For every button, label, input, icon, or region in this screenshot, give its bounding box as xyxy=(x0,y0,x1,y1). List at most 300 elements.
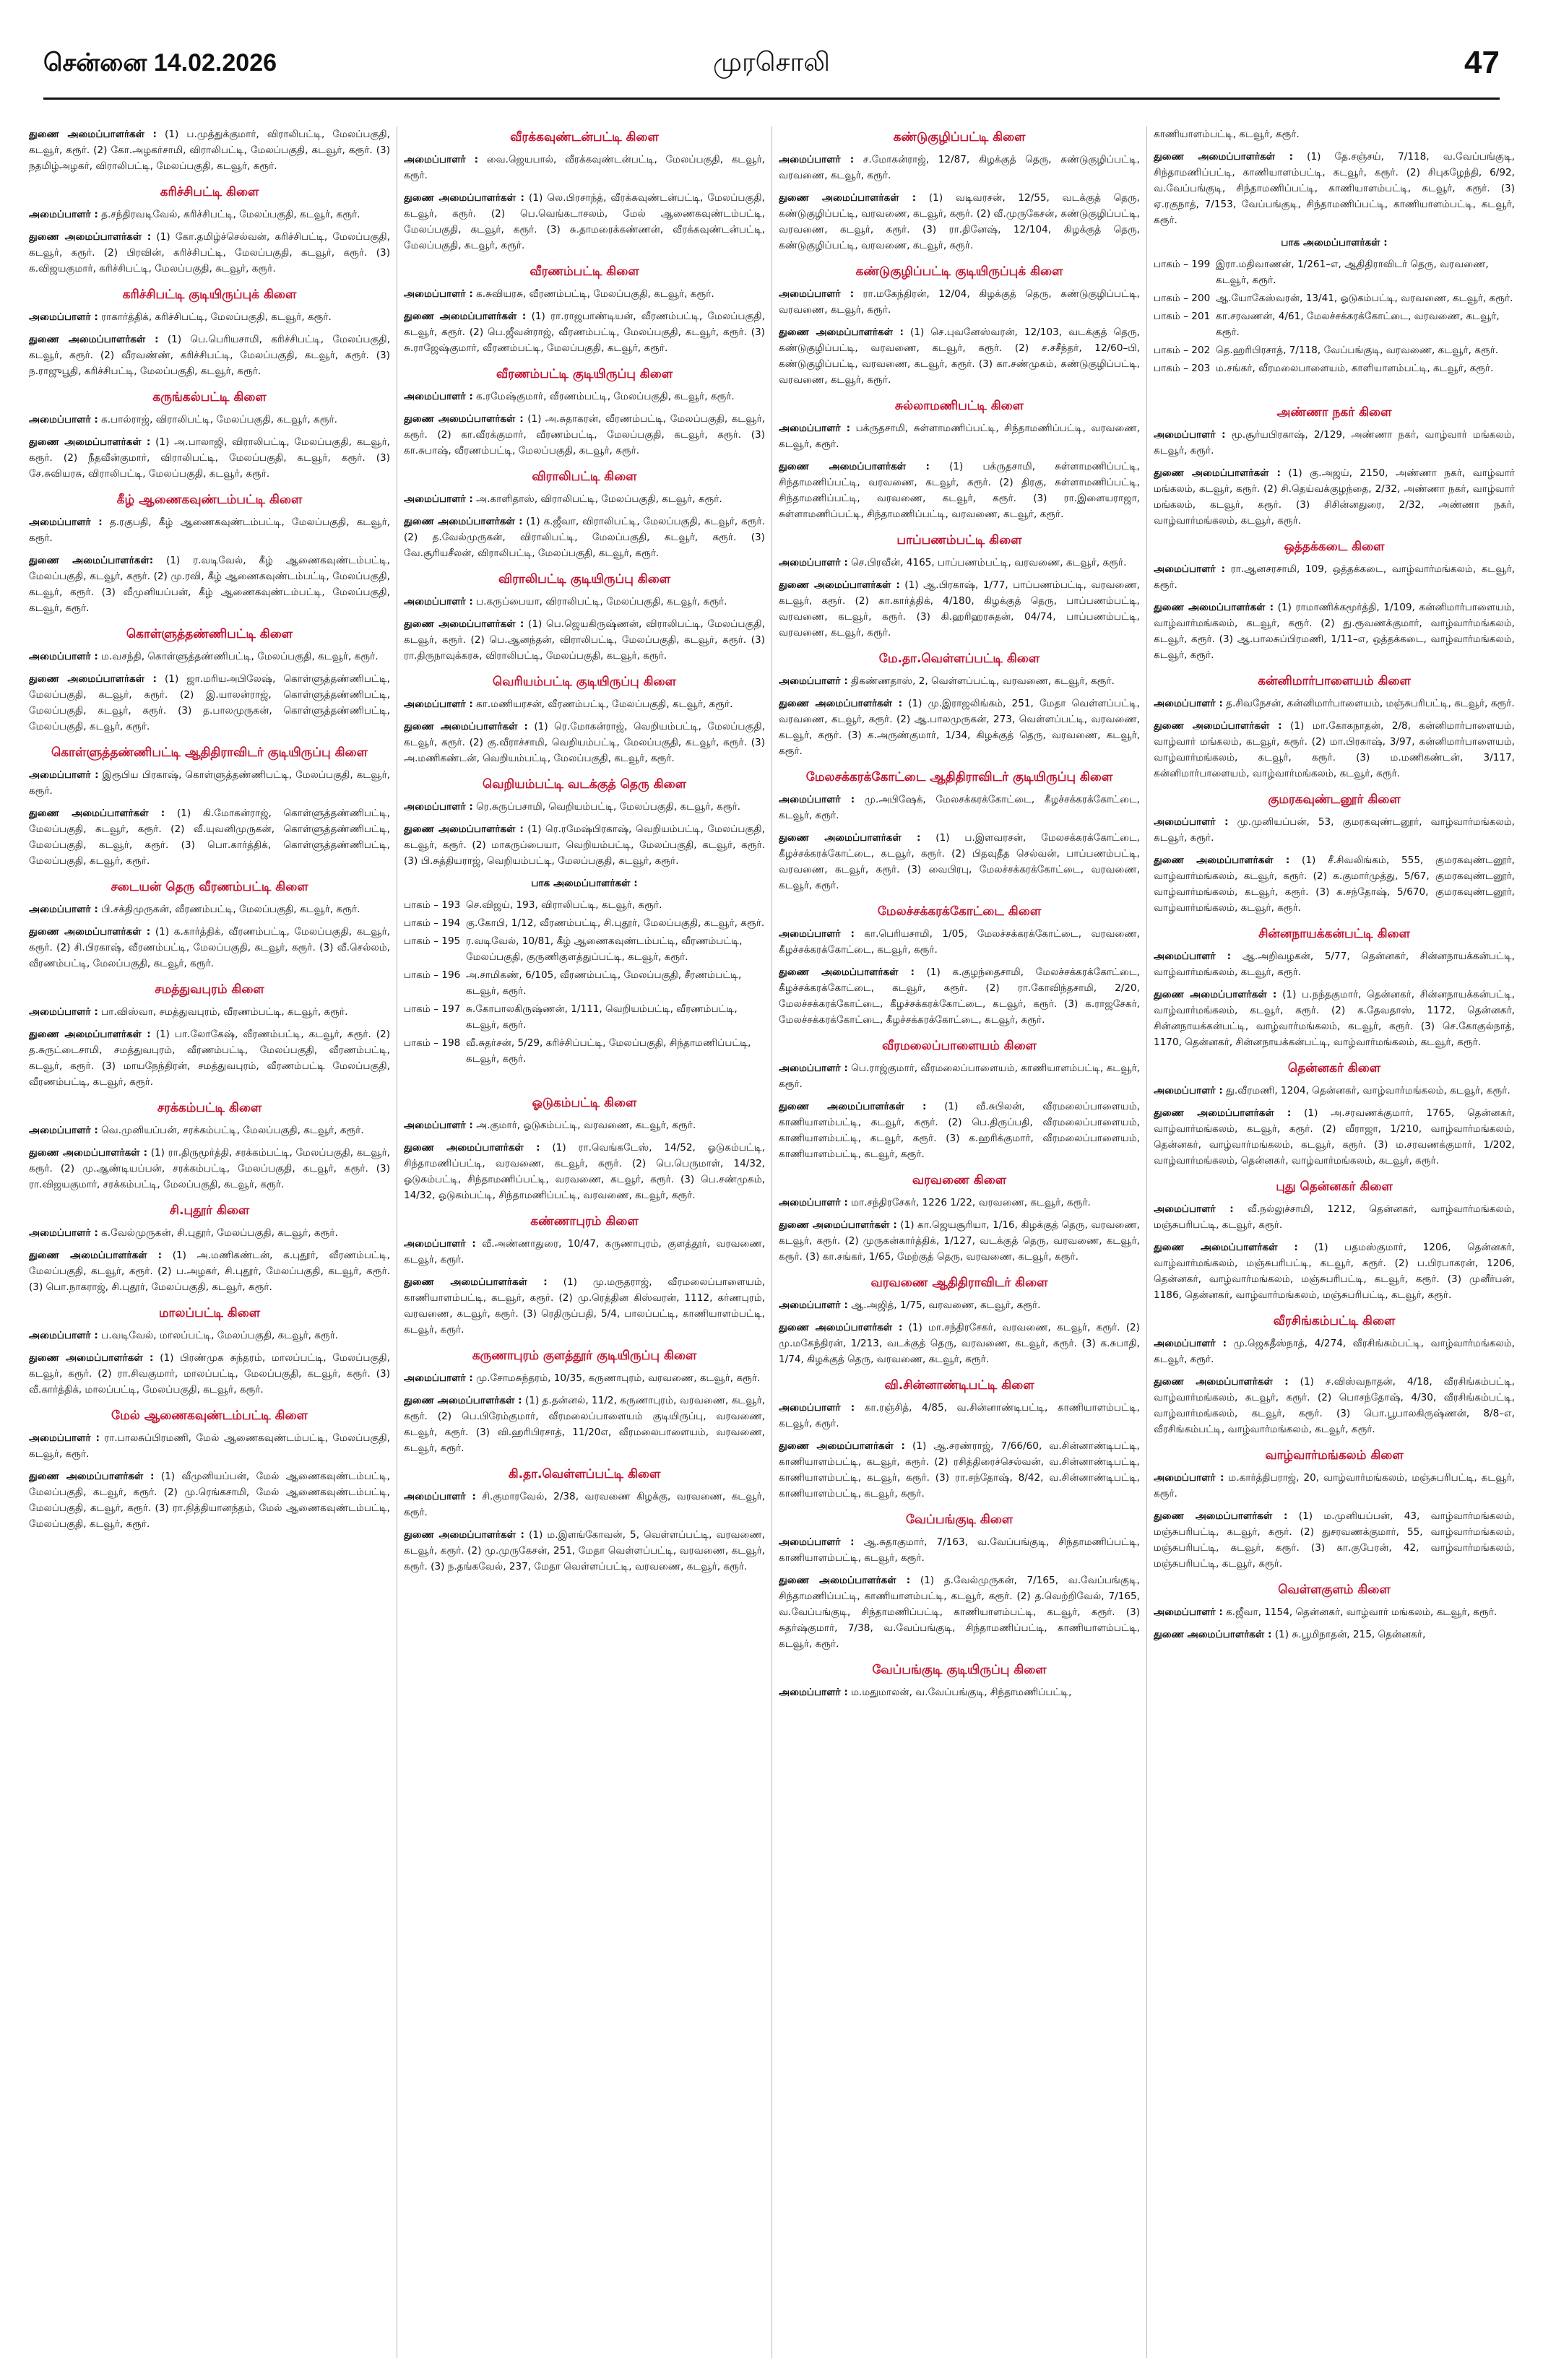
ward-member: அ.சாமிகண், 6/105, வீரணம்பட்டி, மேலப்பகுதி, சீரணம்பட்டி, கடவூர், கரூர். xyxy=(466,969,742,998)
ward-row xyxy=(1154,308,1515,340)
member-entry xyxy=(29,767,390,799)
role-label: அமைப்பாளர் : xyxy=(779,287,854,300)
role-label: அமைப்பாளர் : xyxy=(29,1006,98,1018)
ward-row xyxy=(404,933,765,965)
member-names: அ.குமார், ஓடுகம்பட்டி, வரவணை, கடவூர், கரூர். xyxy=(472,1120,696,1132)
member-names: மு.ஜெகதீஸ்நாத், 4/274, வீரசிங்கம்பட்டி, வாழ்வார்மங்கலம், கடவூர், கரூர். xyxy=(1154,1338,1515,1366)
member-names: க.ஜீவா, 1154, தென்னகர், வாழ்வார் மங்கலம், கடவூர், கரூர். xyxy=(1222,1606,1497,1619)
masthead xyxy=(43,45,1500,88)
role-label: அமைப்பாளர் : xyxy=(29,1330,98,1342)
member-names: க.வேல்முருகன், சி.புதூர், மேலப்பகுதி, கடவூர், கரூர். xyxy=(98,1227,338,1239)
role-label: துணை அமைப்பாளர்கள் : xyxy=(29,436,151,448)
member-entry xyxy=(1154,696,1515,711)
member-entry xyxy=(29,309,390,325)
member-entry xyxy=(1154,852,1515,916)
role-label: அமைப்பாளர் : xyxy=(779,928,855,940)
ward-member: ம.சங்கர், வீரமலைபாளையம், காளியாளம்பட்டி, கடவூர், கரூர். xyxy=(1216,363,1494,375)
role-label: துணை அமைப்பாளர்கள் : xyxy=(779,461,930,473)
member-entry xyxy=(779,1534,1140,1566)
role-label: துணை அமைப்பாளர்கள் : xyxy=(29,129,157,140)
member-entry xyxy=(404,1274,765,1338)
member-names: க.பால்ராஜ், விராலிபட்டி, மேலப்பகுதி, கடவூர், கரூர். xyxy=(98,413,337,425)
section-spacer xyxy=(1154,378,1515,394)
member-names: பக்ருதசாமி, சுள்ளாமணிப்பட்டி, சிந்தாமணிப்பட்டி, வரவணை, கடவூர், கரூர். xyxy=(779,423,1140,451)
ward-number: பாகம் – 194 xyxy=(404,917,461,930)
member-entry xyxy=(1154,1239,1515,1303)
member-entry xyxy=(1154,718,1515,782)
member-names: (1) செ.புவனேஸ்வரன், 12/103, வடக்குத் தெரு, கண்டுகுழிப்பட்டி, வரவணை, கடவூர், கரூர். (2) ச.சசீந்தர், 12/60–பி, கண்டுகுழிப்பட்டி, வரவணை, கடவூர், கரூர். (3) கா.சண்முகம், கண்டுகுழிப்பட்டி, வரவணை, கடவூர், கரூர். xyxy=(779,326,1140,386)
member-names: (1) அ.மணிகண்டன், க.புதூர், வீரணம்பட்டி, மேலப்பகுதி, கடவூர், கரூர். (2) ப.அழகர், சி.புதூர், மேலப்பகுதி, கடவூர், கரூர். (3) பொ.நாகராஜ், சி.புதூர், மேலப்பகுதி, கடவூர், கரூர். xyxy=(29,1250,390,1294)
branch-heading: கருணாபுரம் குளத்தூர் குடியிருப்பு கிளை xyxy=(472,1349,697,1364)
member-names: (1) ரெ.ரமேஷ்பிரகாஷ், வெறியம்பட்டி, மேலப்பகுதி, கடவூர், கரூர். (2) மாகருப்பையா, வெறியம்பட்டி, மேலப்பகுதி, கடவூர், கரூர். (3) பி.சுத்தியராஜ், வெறியம்பட்டி, மேலப்பகுதி, கடவூர், கரூர். xyxy=(404,823,765,867)
member-entry xyxy=(779,926,1140,958)
role-label: அமைப்பாளர் : xyxy=(1154,1338,1227,1350)
role-label: அமைப்பாளர் : xyxy=(29,208,98,220)
branch-heading: வி.சின்னாண்டிபட்டி கிளை xyxy=(884,1378,1034,1393)
member-names: (1) க.ஜீவா, விராலிபட்டி, மேலப்பகுதி, கடவூர், கரூர். (2) த.வேல்முருகன், விராலிபட்டி, மேலப்பகுதி, கடவூர், கரூர். (3) வே.சூரியசீலன், விராலிபட்டி, மேலப்பகுதி, கடவூர், கரூர். xyxy=(404,515,765,560)
member-names: ஆ.சுதாகுமார், 7/163, வ.வேப்பங்குடி, சிந்தாமணிப்பட்டி, காணியாளம்பட்டி, கடவூர், கரூர். xyxy=(779,1536,1140,1565)
member-names: கா.பெரியசாமி, 1/05, மேலச்சக்கரக்கோட்டை, வரவணை, கீழச்சக்கரக்கோட்டை, கடவூர், கரூர். xyxy=(779,928,1140,956)
member-names: (1) ரா.ராஜபாண்டியன், வீரணம்பட்டி, மேலப்பகுதி, கடவூர், கரூர். (2) பெ.ஜீவன்ராஜ், வீரணம்பட்டி, மேலப்பகுதி, கடவூர், கரூர். (3) சு.ராஜேஷ்குமார், வீரணம்பட்டி, மேலப்பகுதி, கடவூர், கரூர். xyxy=(404,310,765,355)
branch-heading: புது தென்னகர் கிளை xyxy=(1276,1180,1393,1195)
member-names: (1) க.கார்த்திக், வீரணம்பட்டி, மேலப்பகுதி, கடவூர், கரூர். (2) சி.பிரகாஷ், வீரணம்பட்டி, மேலப்பகுதி, கடவூர், கரூர். (3) வீ.செல்லம், வீரணம்பட்டி, மேலப்பகுதி, கடவூர், கரூர். xyxy=(29,926,390,970)
role-label: துணை அமைப்பாளர்கள் : xyxy=(1154,1510,1288,1523)
member-names: மு.அபிஷேக், மேலசக்கரக்கோட்டை, கீழச்சக்கரக்கோட்டை, கடவூர், கரூர். xyxy=(779,794,1140,822)
member-names: (1) வீமுனியப்பன், மேல் ஆணைகவுண்டம்பட்டி, மேலப்பகுதி, கடவூர், கரூர். (2) மு.ரெங்கசாமி, மேல் ஆணைகவுண்டம்பட்டி, மேலப்பகுதி, கடவூர், கரூர். (3) ரா.நித்தியானந்தம், மேல் ஆணைகவுண்டம்பட்டி, மேலப்பகுதி, கடவூர், கரூர். xyxy=(29,1471,390,1531)
member-entry xyxy=(404,190,765,254)
ward-row xyxy=(404,1035,765,1067)
member-names: (1) வீ.சுபிலன், வீரமலைப்பாளையம், காணியாளம்பட்டி, கடவூர், கரூர். (2) பெ.திருப்பதி, வீரமலைப்பாளையம், காணியாளம்பட்டி, கடவூர், கரூர். (3) க.ஹரிக்குமார், வீரமலைப்பாளையம், காணியாளம்பட்டி, கடவூர், கரூர். xyxy=(779,1101,1140,1161)
member-entry xyxy=(779,324,1140,388)
member-entry xyxy=(779,420,1140,452)
member-names: பா.விஸ்வா, சமத்துவபுரம், வீரணம்பட்டி, கடவூர், கரூர். xyxy=(98,1006,348,1018)
role-label: துணை அமைப்பாளர்கள் : xyxy=(1154,1629,1272,1641)
column-divider xyxy=(1146,126,1147,2358)
branch-heading: ஒத்தக்கடை கிளை xyxy=(1284,540,1385,555)
member-names: (1) ர.வடிவேல், கீழ் ஆணைகவுண்டம்பட்டி, மேலப்பகுதி, கடவூர், கரூர். (2) மு.ரவி, கீழ் ஆணைகவுண்டம்பட்டி, மேலப்பகுதி, கடவூர், கரூர். (3) வீமுனியப்பன், கீழ் ஆணைகவுண்டம்பட்டி, மேலப்பகுதி, கடவூர், கரூர். xyxy=(29,555,390,615)
branch-heading: வெரியம்பட்டி குடியிருப்பு கிளை xyxy=(493,675,676,690)
member-entry xyxy=(404,491,765,507)
member-entry xyxy=(779,577,1140,641)
member-names: அ.காளிதாஸ், விராலிபட்டி, மேலப்பகுதி, கடவூர், கரூர். xyxy=(472,493,722,505)
role-label: துணை அமைப்பாளர்கள் : xyxy=(404,720,528,732)
branch-heading: கண்டுகுழிப்பட்டி கிளை xyxy=(893,130,1026,144)
role-label: துணை அமைப்பாளர்கள் : xyxy=(29,1352,154,1364)
member-names: கா.மணியரசன், வீரணம்பட்டி, மேலப்பகுதி, கடவூர், கரூர். xyxy=(472,698,733,710)
column-1 xyxy=(29,126,390,2358)
member-entry xyxy=(404,152,765,183)
role-label: அமைப்பாளர் : xyxy=(779,1402,855,1414)
role-label: துணை அமைப்பாளர்கள் : xyxy=(779,1101,927,1113)
ward-member: ர.வடிவேல், 10/81, கீழ் ஆணைகவுண்டம்பட்டி, வீரணம்பட்டி, மேலப்பகுதி, குருணிகுளத்துப்பட்டி, கடவூர், கரூர். xyxy=(466,935,743,964)
member-entry xyxy=(29,1328,390,1343)
member-names: (1) ராமாணிக்கமூர்த்தி, 1/109, கன்னிமார்பாளையம், வாழ்வார்மங்கலம், கடவூர், கரூர். (2) து.ரூவணக்குமார், வாழ்வார்மங்கலம், கடவூர், கரூர். (3) ஆ.பாலசுப்பிரமணி, 1/11–எ, ஒத்தக்கடை, வாழ்வார்மங்கலம், கடவூர், கரூர். xyxy=(1154,602,1515,662)
member-names: ப.வடிவேல், மாலப்பட்டி, மேலப்பகுதி, கடவூர், கரூர். xyxy=(98,1330,339,1342)
edition-date: சென்னை 14.02.2026 xyxy=(43,49,277,77)
role-label: அமைப்பாளர் : xyxy=(404,153,479,165)
member-names: (1) க.குழந்தைசாமி, மேலச்சக்கரக்கோட்டை, கீழச்சக்கரக்கோட்டை, கடவூர், கரூர். (2) ரா.கோவிந்தசாமி, 2/20, மேலச்சக்கரக்கோட்டை, கீழச்சக்கரக்கோட்டை, கடவூர், கரூர். (3) க.ராஜசேகர், மேலச்சக்கரக்கோட்டை, கீழச்சக்கரக்கோட்டை, கடவூர், கரூர். xyxy=(779,966,1140,1026)
member-names: (1) அ.பாலாஜி, விராலிபட்டி, மேலப்பகுதி, கடவூர், கரூர். (2) நீதவீன்குமார், விராலிபட்டி, மேலப்பகுதி, கடவூர், கரூர். (3) சே.சுவியரசு, விராலிபட்டி, மேலப்பகுதி, கடவூர், கரூர். xyxy=(29,436,390,480)
newspaper-name: முரசொலி xyxy=(713,48,830,77)
member-entry xyxy=(779,1060,1140,1092)
branch-heading: அண்ணா நகர் கிளை xyxy=(1276,405,1392,420)
member-entry xyxy=(404,1527,765,1575)
role-label: துணை அமைப்பாளர்கள் : xyxy=(1154,1376,1289,1388)
role-label: துணை அமைப்பாளர்கள் : xyxy=(404,515,523,527)
member-names: (1) பதமஸ்குமார், 1206, தென்னகர், வாழ்வார்மங்கலம், மஞ்சுபரிபட்டி, கடவூர், கரூர். (2) ப.பிரபாகரன், 1206, தென்னகர், வாழ்வார்மங்கலம், மஞ்சுபரிபட்டி, கடவூர், கரூர். (3) முனீர்பன், 1186, தென்னகர், வாழ்வார்மங்கலம், மஞ்சுபரிபட்டி, கடவூர், கரூர். xyxy=(1154,1242,1515,1302)
section-spacer xyxy=(404,1069,765,1085)
ward-member: இரா.மதிவாணன், 1/261–எ, ஆதிதிராவிடர் தெரு, வரவணை, கடவூர், கரூர். xyxy=(1216,259,1489,287)
member-names: (1) ரெ.மோகன்ராஜ், வெறியம்பட்டி, மேலப்பகுதி, கடவூர், கரூர். (2) கு.வீராச்சாமி, வெறியம்பட்டி, மேலப்பகுதி, கடவூர், கரூர். (3) அ.மணிகண்டன், வெறியம்பட்டி, மேலப்பகுதி, கடவூர், கரூர். xyxy=(404,720,765,765)
member-entry xyxy=(779,1099,1140,1162)
branch-heading: கண்டுகுழிப்பட்டி குடியிருப்புக் கிளை xyxy=(855,264,1063,280)
ward-number: பாகம் – 195 xyxy=(404,935,461,948)
role-label: துணை அமைப்பாளர்கள் : xyxy=(404,412,524,425)
member-names: ரா.மகேந்திரன், 12/04, கிழக்குத் தெரு, கண்டுகுழிப்பட்டி, வரவணை, கடவூர், கரூர். xyxy=(779,287,1140,316)
role-label: அமைப்பாளர் : xyxy=(1154,951,1232,963)
role-label: துணை அமைப்பாளர்கள் : xyxy=(1154,1242,1298,1254)
branch-heading: கி.தா.வெள்ளப்பட்டி கிளை xyxy=(508,1467,661,1482)
member-entry xyxy=(404,1393,765,1456)
member-names: (1) ஆ.பிரகாஷ், 1/77, பாப்பணம்பட்டி, வரவணை, கடவூர், கரூர். (2) கா.கார்த்திக், 4/180, கிழக்குத் தெரு, பாப்பணம்பட்டி, வரவணை, கடவூர், கரூர். (3) கி.ஹரிஹரசுதன், 04/74, பாப்பணம்பட்டி, வரவணை, கடவூர், கரூர். xyxy=(779,579,1140,639)
member-names: மா.சந்திரசேகர், 1226 1/22, வரவணை, கடவூர், கரூர். xyxy=(847,1197,1091,1209)
role-label: துணை அமைப்பாளர்கள் : xyxy=(779,1440,905,1453)
member-names: இரூபிய பிரகாஷ், கொள்ளுத்தண்ணிபட்டி, மேலப்பகுதி, கடவூர், கரூர். xyxy=(29,769,390,797)
role-label: துணை அமைப்பாளர்கள் : xyxy=(779,966,915,979)
member-names: (1) ம.முனியப்பன், 43, வாழ்வார்மங்கலம், மஞ்சுபரிபட்டி, கடவூர், கரூர். (2) துசரவணக்குமார், 55, வாழ்வார்மங்கலம், மஞ்சுபரிபட்டி, கடவூர், கரூர். (3) கா.குபேரன், 42, வாழ்வார்மங்கலம், மஞ்சுபரிபட்டி, கடவூர், கரூர். xyxy=(1154,1510,1515,1570)
ward-number: பாகம் – 198 xyxy=(404,1037,461,1050)
branch-heading: கொள்ளுத்தண்ணிபட்டி ஆதிதிராவிடர் குடியிருப்பு கிளை xyxy=(51,745,368,761)
branch-heading: கண்ணாபுரம் கிளை xyxy=(530,1214,639,1229)
role-label: துணை அமைப்பாளர்கள் : xyxy=(779,579,900,592)
member-entry xyxy=(779,555,1140,571)
member-entry xyxy=(404,1236,765,1268)
role-label: அமைப்பாளர் : xyxy=(1154,1606,1223,1619)
role-label: அமைப்பாளர் : xyxy=(404,390,473,402)
member-entry xyxy=(404,1117,765,1133)
member-names: ப.கருப்பையா, விராலிபட்டி, மேலப்பகுதி, கடவூர், கரூர். xyxy=(472,595,727,607)
role-label: துணை அமைப்பாளர்கள் : xyxy=(29,334,159,345)
ward-number: பாகம் – 202 xyxy=(1154,345,1211,357)
member-entry xyxy=(29,1122,390,1138)
role-label: அமைப்பாளர் : xyxy=(404,1372,473,1385)
role-label: துணை அமைப்பாளர்கள் : xyxy=(1154,151,1294,163)
branch-heading: தென்னகர் கிளை xyxy=(1287,1061,1381,1076)
branch-heading: விராலிபட்டி கிளை xyxy=(532,469,637,485)
member-entry xyxy=(779,286,1140,318)
role-label: துணை அமைப்பாளர்கள் : xyxy=(779,326,904,338)
member-names: வீ.அண்ணாதுரை, 10/47, கருணாபுரம், குளத்தூர், வரவணை, கடவூர், கரூர். xyxy=(404,1238,765,1266)
ward-member: சு.கோபாலகிருஷ்ணன், 1/111, வெறியம்பட்டி, வீரணம்பட்டி, கடவூர், கரூர். xyxy=(466,1003,738,1031)
member-entry xyxy=(29,434,390,482)
member-entry xyxy=(1154,1604,1515,1620)
member-entry xyxy=(29,229,390,277)
ward-number: பாகம் – 193 xyxy=(404,899,461,912)
role-label: துணை அமைப்பாளர்கள் : xyxy=(779,1575,911,1587)
ward-number: பாகம் – 197 xyxy=(404,1003,461,1016)
member-names: து.வீரமணி, 1204, தென்னகர், வாழ்வார்மங்கலம், கடவூர், கரூர். xyxy=(1222,1085,1510,1097)
member-names: (1) சீ.சிவலிங்கம், 555, குமரகவுண்டனூர், வாழ்வார்மங்கலம், கடவூர், கரூர். (2) க.குமார்முத்து, 5/67, குமரகவுண்டனூர், வாழ்வார்மங்கலம், கடவூர், கரூர். (3) க.சந்தோஷ், 5/670, குமரகவுண்டனூர், வாழ்வார்மங்கலம், கடவூர், கரூர். xyxy=(1154,854,1515,914)
role-label: அமைப்பாளர் : xyxy=(1154,429,1226,441)
member-names: (1) த.தன்னல், 11/2, கருணாபுரம், வரவணை, கடவூர், கரூர். (2) பெ.பிரேம்குமார், வீரமலைப்பாளையம் குடியிருப்பு, வரவணை, கடவூர், கரூர். (3) வி.ஹரிபிரசாத், 11/20எ, வீரமலைபாளையம், வரவணை, கடவூர், கரூர். xyxy=(404,1395,765,1455)
ward-row xyxy=(1154,290,1515,306)
member-entry xyxy=(779,673,1140,689)
branch-heading: விராலிபட்டி குடியிருப்பு கிளை xyxy=(498,572,671,587)
member-entry xyxy=(779,964,1140,1028)
member-entry xyxy=(404,286,765,302)
member-entry xyxy=(29,1350,390,1398)
role-label: துணை அமைப்பாளர்கள் : xyxy=(1154,989,1277,1001)
member-names: ராகார்த்திக், கரிச்சிபட்டி, மேலப்பகுதி, கடவூர், கரூர். xyxy=(98,311,332,323)
ward-row xyxy=(404,967,765,999)
member-names: வீ.நல்லுச்சாமி, 1212, தென்னகர், வாழ்வார்மங்கலம், மஞ்சுபரிபட்டி, கடவூர், கரூர். xyxy=(1154,1203,1515,1232)
member-entry xyxy=(1154,561,1515,593)
ward-member: தெ.ஹரிபிரசாத், 7/118, வேப்பங்குடி, வரவணை, கடவூர், கரூர். xyxy=(1216,345,1499,357)
branch-heading: மே.தா.வெள்ளப்பட்டி கிளை xyxy=(878,652,1040,667)
ward-section-heading: பாக அமைப்பாளர்கள் : xyxy=(531,878,638,890)
member-entry xyxy=(779,1684,1140,1700)
member-names: (1) ரா.வெங்கடேஸ், 14/52, ஓடுகம்பட்டி, சிந்தாமணிப்பட்டி, வரவணை, கடவூர், கரூர். (2) பெ.பெருமாள், 14/32, ஓடுகம்பட்டி, சிந்தாமணிப்பட்டி, வரவணை, கடவூர், கரூர். (3) பெ.சண்முகம், 14/32, ஓடுகம்பட்டி, சிந்தாமணிப்பட்டி, வரவணை, கடவூர், கரூர். xyxy=(404,1142,765,1202)
member-entry xyxy=(779,792,1140,823)
member-entry xyxy=(1154,465,1515,529)
branch-heading: கன்னிமார்பாளையம் கிளை xyxy=(1258,674,1411,689)
member-entry xyxy=(29,1026,390,1090)
branch-heading: வேப்பங்குடி கிளை xyxy=(905,1513,1013,1528)
role-label: அமைப்பாளர் : xyxy=(1154,563,1226,576)
role-label: துணை அமைப்பாளர்கள் : xyxy=(404,310,527,322)
member-entry xyxy=(1154,1374,1515,1437)
member-entry xyxy=(404,594,765,610)
role-label: அமைப்பாளர் : xyxy=(779,423,851,434)
member-entry xyxy=(29,332,390,379)
ward-number: பாகம் – 201 xyxy=(1154,311,1211,323)
role-label: துணை அமைப்பாளர்கள் : xyxy=(1154,467,1281,480)
role-label: அமைப்பாளர் : xyxy=(404,800,473,813)
member-entry xyxy=(404,514,765,561)
member-entry xyxy=(1154,1627,1515,1643)
branch-heading: சி.புதூர் கிளை xyxy=(169,1203,250,1219)
branch-heading: குமரகவுண்டனூர் கிளை xyxy=(1268,792,1401,808)
member-names: (1) ஜா.மரியஅபிலேஷ், கொள்ளுத்தண்ணிபட்டி, மேலப்பகுதி, கடவூர், கரூர். (2) இ.யாலன்ராஜ், கொள்ளுத்தண்ணிபட்டி, மேலப்பகுதி, கடவூர், கரூர். (3) த.பாலமுருகன், கொள்ளுத்தண்ணிபட்டி, மேலப்பகுதி, கடவூர், கரூர். xyxy=(29,673,390,733)
member-names: ரா.ஆனசரசாமி, 109, ஒத்தக்கடை, வாழ்வார்மங்கலம், கடவூர், கரூர். xyxy=(1154,563,1515,592)
member-entry xyxy=(779,1297,1140,1313)
role-label: துணை அமைப்பாளர்கள் : xyxy=(1154,602,1274,614)
member-names: (1) மு.மருதராஜ், வீரமலைப்பாளையம், காணியாளம்பட்டி, கடவூர், கரூர். (2) மு.ரெத்தின கிஸ்வரன், 1112, கர்ணபுரம், வரவணை, கடவூர், கரூர். (3) ரெதிருப்பதி, 5/4, பாலப்பட்டி, காணியாளம்பட்டி, கடவூர், கரூர். xyxy=(404,1276,765,1336)
member-entry xyxy=(1154,948,1515,980)
member-entry xyxy=(779,830,1140,893)
branch-heading: மேலச்சக்கரக்கோட்டை கிளை xyxy=(877,904,1042,919)
member-entry xyxy=(779,1320,1140,1367)
member-entry xyxy=(1154,1201,1515,1233)
member-names: செ.பிரவீன், 4165, பாப்பணம்பட்டி, வரவணை, கடவூர், கரூர். xyxy=(847,557,1127,569)
member-entry xyxy=(29,412,390,428)
ward-section-heading: பாக அமைப்பாளர்கள் : xyxy=(1281,237,1388,249)
member-names: (1) மு.இராஜலிங்கம், 251, மேதா வெள்ளப்பட்டி, வரவணை, கடவூர், கரூர். (2) ஆ.பாலமுருகன், 273, வெள்ளப்பட்டி, வரவணை, கடவூர், கரூர். (3) க.அருண்குமார், 1/34, கிழக்குத் தெரு, வரவணை, கடவூர், கரூர். xyxy=(779,698,1140,758)
role-label: அமைப்பாளர் : xyxy=(779,1687,848,1699)
member-names: மு.சோமசுந்தரம், 10/35, கருணாபுரம், வரவணை, கடவூர், கரூர். xyxy=(472,1372,761,1385)
branch-heading: கரிச்சிபட்டி குடியிருப்புக் கிளை xyxy=(122,287,297,303)
member-entry xyxy=(404,308,765,356)
role-label: அமைப்பாளர் : xyxy=(1154,816,1229,828)
branch-heading: வீரணம்பட்டி கிளை xyxy=(530,264,639,280)
member-names: (1) ப.நந்தகுமார், தென்னகர், சின்னநாயக்கன்பட்டி, வாழ்வார்மங்கலம், கடவூர், கரூர். (2) க.தேவதாஸ், 1172, தென்னகர், சின்னநாயக்கன்பட்டி, வாழ்வார்மங்கலம், கடவூர், கரூர். (3) செ.கோகுல்நாத், 1170, தென்னகர், சின்னநாயக்கன்பட்டி, வாழ்வார்மங்கலம், கடவூர், கரூர். xyxy=(1154,989,1515,1049)
member-entry xyxy=(29,1225,390,1241)
member-names: (1) பிரண்முக சுந்தரம், மாலப்பட்டி, மேலப்பகுதி, கடவூர், கரூர். (2) ரா.சிவகுமார், மாலப்பட்டி, மேலப்பகுதி, கடவூர், கரூர். (3) வீ.கார்த்திக், மாலப்பட்டி, மேலப்பகுதி, கடவூர், கரூர். xyxy=(29,1352,390,1396)
ward-row xyxy=(404,915,765,931)
role-label: துணை அமைப்பாளர்கள் : xyxy=(404,1395,522,1407)
role-label: துணை அமைப்பாளர்கள் : xyxy=(1154,1107,1292,1120)
member-names: (1) வடிவரசன், 12/55, வடக்குத் தெரு, கண்டுகுழிப்பட்டி, வரவணை, கடவூர், கரூர். (2) வீ.முருகேசன், கண்டுகுழிப்பட்டி, வரவணை, கடவூர், கரூர். (3) ரா.தினேஷ், 12/104, கிழக்குத் தெரு, கண்டுகுழிப்பட்டி, வரவணை, கடவூர், கரூர். xyxy=(779,191,1140,252)
branch-heading: வெறியம்பட்டி வடக்குத் தெரு கிளை xyxy=(482,777,687,792)
member-names: (1) கோ.தமிழ்ச்செல்வன், கரிச்சிபட்டி, மேலப்பகுதி, கடவூர், கரூர். (2) பிரவின், கரிச்சிபட்டி, மேலப்பகுதி, கடவூர், கரூர். (3) க.விஜயகுமார், கரிச்சிபட்டி, மேலப்பகுதி, கடவூர், கரூர். xyxy=(29,231,390,275)
member-names: க.சுவியரசு, வீரணம்பட்டி, மேலப்பகுதி, கடவூர், கரூர். xyxy=(472,287,714,300)
member-names: (1) ப.இளவரசன், மேலசக்கரக்கோட்டை, கீழச்சக்கரக்கோட்டை, கடவூர், கரூர். (2) பிதவுதீத செல்வன், பாப்பணம்பட்டி, வரவணை, கடவூர், கரூர். (3) வைபிரபு, மேலச்சக்கரக்கோட்டை, வரவணை, கடவூர், கரூர். xyxy=(779,832,1140,892)
member-names: (1) பக்ருதசாமி, சுள்ளாமணிப்பட்டி, சிந்தாமணிப்பட்டி, வரவணை, கடவூர், கரூர். (2) திரகு, சுள்ளாமணிப்பட்டி, சிந்தாமணிப்பட்டி, வரவணை, கடவூர், கரூர். (3) ரா.இளையராஜா, சுள்ளாமணிப்பட்டி, சிந்தாமணிப்பட்டி, வரவணை, கடவூர், கரூர். xyxy=(779,461,1140,521)
member-entry xyxy=(29,649,390,665)
member-names: திகண்ணதாஸ், 2, வெள்ளப்பட்டி, வரவணை, கடவூர், கரூர். xyxy=(847,675,1115,688)
member-entry xyxy=(779,1400,1140,1432)
role-label: துணை அமைப்பாளர்கள் : xyxy=(29,231,152,243)
member-entry xyxy=(404,389,765,404)
role-label: அமைப்பாளர் : xyxy=(779,794,855,806)
member-names: ம.வசந்தி, கொள்ளுத்தண்ணிபட்டி, மேலப்பகுதி, கடவூர், கரூர். xyxy=(98,651,379,663)
member-names: (1) கி.மோகன்ராஜ், கொள்ளுத்தண்ணிபட்டி, மேலப்பகுதி, கடவூர், கரூர். (2) வீ.யுவனிமுருகன், கொள்ளுத்தண்ணிபட்டி, மேலப்பகுதி, கடவூர், கரூர். (3) பொ.கார்த்திக், கொள்ளுத்தண்ணிபட்டி, மேலப்பகுதி, கடவூர், கரூர். xyxy=(29,808,390,867)
role-label: துணை அமைப்பாளர்கள் : xyxy=(29,808,165,820)
branch-heading: வரவணை கிளை xyxy=(912,1173,1007,1188)
column-4 xyxy=(1154,126,1515,2358)
member-entry xyxy=(1154,427,1515,459)
article-columns xyxy=(29,126,1514,2358)
member-names: ச.மோகன்ராஜ், 12/87, கிழக்குத் தெரு, கண்டுகுழிப்பட்டி, வரவணை, கடவூர், கரூர். xyxy=(779,153,1140,181)
branch-heading: கருங்கல்பட்டி கிளை xyxy=(152,390,267,405)
role-label: அமைப்பாளர் : xyxy=(779,1299,848,1312)
role-label: அமைப்பாளர் : xyxy=(1154,698,1223,710)
ward-row xyxy=(1154,342,1515,358)
role-label: துணை அமைப்பாளர்கள் : xyxy=(779,698,903,710)
role-label: துணை அமைப்பாளர்கள் : xyxy=(404,1142,540,1154)
member-names: (1) லெ.பிரசாந்த், வீரக்கவுண்டன்பட்டி, மேலப்பகுதி, கடவூர், கரூர். (2) பெ.வெங்கடாசலம், மேல் ஆணைகவுண்டம்பட்டி, மேலப்பகுதி, கடவூர், கரூர். (3) சு.தாமரைக்கண்ணன், வீரக்கவுண்டன்பட்டி, மேலப்பகுதி, கடவூர், கரூர். xyxy=(404,191,765,252)
role-label: துணை அமைப்பாளர்கள் : xyxy=(779,1219,897,1232)
member-entry xyxy=(29,553,390,616)
column-2 xyxy=(404,126,765,2358)
role-label: துணை அமைப்பாளர்கள் : xyxy=(29,673,157,685)
member-names: த.சிவநேசன், கன்னிமார்பாளையம், மஞ்சுபரிபட்டி, கடவூர், கரூர். xyxy=(1222,698,1515,710)
role-label: துணை அமைப்பாளர்கள் : xyxy=(404,1276,548,1289)
member-entry xyxy=(779,190,1140,254)
role-label: துணை அமைப்பாளர்கள் : xyxy=(29,1250,163,1262)
member-names: ரெ.சுருப்பசாமி, வெறியம்பட்டி, மேலப்பகுதி, கடவூர், கரூர். xyxy=(472,800,740,813)
branch-heading: வீரமலைப்பாளையம் கிளை xyxy=(881,1039,1037,1054)
role-label: அமைப்பாளர் : xyxy=(404,493,473,505)
member-entry xyxy=(404,411,765,459)
ward-member: செ.விஜய், 193, விராலிபட்டி, கடவூர், கரூர். xyxy=(466,899,662,912)
member-names: (1) கா.ஜெயசூரியா, 1/16, கிழக்குத் தெரு, வரவணை, கடவூர், கரூர். (2) முருகன்கார்த்திக், 1/127, வடக்குத் தெரு, வரவணை, கடவூர், கரூர். (3) கா.சங்கர், 1/65, மேற்குத் தெரு, வரவணை, கடவூர், கரூர். xyxy=(779,1219,1140,1263)
role-label: அமைப்பாளர் : xyxy=(779,557,848,569)
member-names: (1) அ.சுதாகரன், வீரணம்பட்டி, மேலப்பகுதி, கடவூர், கரூர். (2) கா.வீரக்குமார், வீரணம்பட்டி, மேலப்பகுதி, கடவூர், கரூர். (3) கா.சுபாஷ், வீரணம்பட்டி, மேலப்பகுதி, கடவூர், கரூர். xyxy=(404,412,765,457)
ward-number: பாகம் – 203 xyxy=(1154,363,1211,375)
ward-row xyxy=(1154,256,1515,288)
role-label: அமைப்பாளர் : xyxy=(29,1227,98,1239)
ward-member: வீ.சுதர்சன், 5/29, கரிச்சிப்பட்டி, மேலப்பகுதி, சிந்தாமணிப்பட்டி, கடவூர், கரூர். xyxy=(466,1037,751,1065)
branch-heading: சமத்துவபுரம் கிளை xyxy=(155,982,264,998)
member-names: (1) ரா.திருமூர்த்தி, சரக்கம்பட்டி, மேலப்பகுதி, கடவூர், கரூர். (2) மு.ஆண்டியப்பன், சரக்கம்பட்டி, மேலப்பகுதி, கடவூர், கரூர். (3) ரா.விஜயகுமார், சரக்கம்பட்டி, மேலப்பகுதி, கடவூர், கரூர். xyxy=(29,1147,390,1191)
member-names: மூ.சூர்யபிரகாஷ், 2/129, அண்ணா நகர், வாழ்வார் மங்கலம், கடவூர், கரூர். xyxy=(1154,429,1515,457)
member-entry xyxy=(29,514,390,546)
member-entry xyxy=(29,126,390,174)
role-label: துணை அமைப்பாளர்கள் : xyxy=(779,191,917,204)
member-names: (1) பா.லோகேஷ், வீரணம்பட்டி, கடவூர், கரூர். (2) த.சுருட்டைசாமி, சமத்துவபுரம், வீரணம்பட்டி, மேலப்பகுதி, வீரணம்பட்டி, கடவூர், கரூர். (3) மாயநேந்திரன், சமத்துவபுரம், வீரணம்பட்டி மேலப்பகுதி, வீரணம்பட்டி, கடவூர், கரூர். xyxy=(29,1029,390,1089)
member-entry xyxy=(29,1430,390,1462)
member-entry xyxy=(1154,149,1515,228)
member-names: (1) அ.சரவணக்குமார், 1765, தென்னகர், வாழ்வார்மங்கலம், கடவூர், கரூர். (2) வீராஜா, 1/210, வாழ்வார்மங்கலம், தென்னகர், வாழ்வார்மங்கலம், கடவூர், கரூர். (3) ம.சரவணக்குமார், 1/202, வாழ்வார்மங்கலம், தென்னகர், வாழ்வார்மங்கலம், கடவூர், கரூர். xyxy=(1154,1107,1515,1167)
branch-heading: வீரக்கவுண்டன்பட்டி கிளை xyxy=(510,130,659,144)
member-entry xyxy=(1154,1470,1515,1502)
member-entry xyxy=(29,1247,390,1295)
member-entry xyxy=(404,1140,765,1203)
member-entry xyxy=(29,924,390,972)
role-label: அமைப்பாளர் : xyxy=(29,413,98,425)
role-label: அமைப்பாளர் : xyxy=(404,1491,476,1503)
role-label: அமைப்பாளர் : xyxy=(29,1125,98,1137)
role-label: துணை அமைப்பாளர்கள்: xyxy=(29,555,154,567)
ward-member: ஆ.யோகேஸ்வரன், 13/41, ஓடுகம்பட்டி, வரவணை, கடவூர், கரூர். xyxy=(1216,293,1513,305)
role-label: அமைப்பாளர் : xyxy=(779,153,855,165)
ward-number: பாகம் – 199 xyxy=(1154,259,1211,271)
member-names: (1) தே.சஞ்சய், 7/118, வ.வேப்பங்குடி, சிந்தாமணிப்பட்டி, காணியாளம்பட்டி, கடவூர், கரூர். (2) சிபுகழேந்தி, 6/92, வ.வேப்பங்குடி, சிந்தாமணிப்பட்டி, காணியாளம்பட்டி, கடவூர், கரூர். (3) ஏ.ரகுநாத், 7/153, வேப்பங்குடி, சிந்தாமணிப்பட்டி, காணியாளம்பட்டி, கடவூர், கரூர். xyxy=(1154,151,1515,227)
member-names: (1) கு.அஜய், 2150, அண்ணா நகர், வாழ்வார் மங்கலம், கடவூர், கரூர். (2) சி.தெய்வக்குழந்தை, 2/32, அண்ணா நகர், வாழ்வார் மங்கலம், கடவூர், கரூர். (3) சிசின்னதுரை, 2/32, அண்ணா நகர், வாழ்வார்மங்கலம், கடவூர், கரூர். xyxy=(1154,467,1515,527)
member-entry xyxy=(779,152,1140,183)
branch-heading: மேல் ஆணைகவுண்டம்பட்டி கிளை xyxy=(111,1408,308,1424)
role-label: அமைப்பாளர் : xyxy=(29,651,98,663)
member-names: பெ.ராஜ்குமார், வீரமலைப்பாளையம், காணியாளம்பட்டி, கடவூர், கரூர். xyxy=(779,1063,1140,1091)
member-entry xyxy=(404,821,765,869)
role-label: துணை அமைப்பாளர்கள் : xyxy=(29,1147,148,1159)
branch-heading: கீழ் ஆணைகவுண்டம்பட்டி கிளை xyxy=(116,493,303,508)
member-entry xyxy=(1154,126,1515,142)
branch-heading: சின்னநாயக்கன்பட்டி கிளை xyxy=(1258,927,1410,942)
role-label: அமைப்பாளர் : xyxy=(779,1063,848,1075)
role-label: அமைப்பாளர் : xyxy=(29,516,103,528)
ward-number: பாகம் – 196 xyxy=(404,969,461,982)
role-label: துணை அமைப்பாளர்கள் : xyxy=(404,618,524,630)
member-entry xyxy=(1154,1105,1515,1169)
branch-heading: சரக்கம்பட்டி கிளை xyxy=(157,1101,262,1116)
member-names: வெ.முனியப்பன், சரக்கம்பட்டி, மேலப்பகுதி, கடவூர், கரூர். xyxy=(98,1125,364,1137)
role-label: அமைப்பாளர் : xyxy=(29,311,98,323)
member-entry xyxy=(404,696,765,712)
member-entry xyxy=(29,901,390,917)
member-names: சி.குமாரவேல், 2/38, வரவணை கிழக்கு, வரவணை, கடவூர், கரூர். xyxy=(404,1491,765,1519)
member-entry xyxy=(29,805,390,869)
role-label: துணை அமைப்பாளர்கள் : xyxy=(779,832,921,844)
member-entry xyxy=(404,1370,765,1386)
role-label: துணை அமைப்பாளர்கள் : xyxy=(404,191,524,204)
member-names: (1) பெ.பெரியசாமி, கரிச்சிபட்டி, மேலப்பகுதி, கடவூர், கரூர். (2) வீரவண்ண், கரிச்சிபட்டி, மேலப்பகுதி, கடவூர், கரூர். (3) ந.ராஜுபூதி, கரிச்சிபட்டி, மேலப்பகுதி, கடவூர், கரூர். xyxy=(29,334,390,378)
branch-heading: வாழ்வார்மங்கலம் கிளை xyxy=(1265,1448,1404,1463)
member-names: (1) பெ.ஜெயகிருஷ்ணன், விராலிபட்டி, மேலப்பகுதி, கடவூர், கரூர். (2) பெ.ஆனந்தன், விராலிபட்டி, மேலப்பகுதி, கடவூர், கரூர். (3) ரா.திருநாவுக்கரசு, விராலிபட்டி, மேலப்பகுதி, கடவூர், கரூர். xyxy=(404,618,765,662)
role-label: அமைப்பாளர் : xyxy=(404,595,473,607)
member-entry xyxy=(404,616,765,664)
member-names: ஆ.அறிவழகன், 5/77, தென்னகர், சின்னநாயக்கன்பட்டி, வாழ்வார்மங்கலம், கடவூர், கரூர். xyxy=(1154,951,1515,979)
member-names: (1) மா.கோகநாதன், 2/8, கன்னிமார்பாளையம், வாழ்வார் மங்கலம், கடவூர், கரூர். (2) மா.பிரகாஷ், 3/97, கன்னிமார்பாளையம், வாழ்வார்மங்கலம், கடவூர், கரூர். (3) ம.மணிகண்டன், 3/117, கன்னிமார்பாளையம், வாழ்வார்மங்கலம், கடவூர், கரூர். xyxy=(1154,720,1515,780)
branch-heading: வெள்ளகுளம் கிளை xyxy=(1278,1583,1391,1598)
role-label: அமைப்பாளர் : xyxy=(29,1432,100,1445)
ward-member: கு.கோபி, 1/12, வீரணம்பட்டி, சி.புதூர், மேலப்பகுதி, கடவூர், கரூர். xyxy=(466,917,765,930)
member-names: க.ரமேஷ்குமார், வீரணம்பட்டி, மேலப்பகுதி, கடவூர், கரூர். xyxy=(472,390,735,402)
member-names: (1) ம.இளங்கோவன், 5, வெள்ளப்பட்டி, வரவணை, கடவூர், கரூர். (2) மு.முருகேசன், 251, மேதா வெள்ளப்பட்டி, வரவணை, கடவூர், கரூர். (3) ந.தங்கவேல், 237, மேதா வெள்ளப்பட்டி, வரவணை, கடவூர், கரூர். xyxy=(404,1529,765,1573)
member-names: வை.ஜெயபால், வீரக்கவுண்டன்பட்டி, மேலப்பகுதி, கடவூர், கரூர். xyxy=(404,153,765,181)
member-entry xyxy=(779,696,1140,759)
